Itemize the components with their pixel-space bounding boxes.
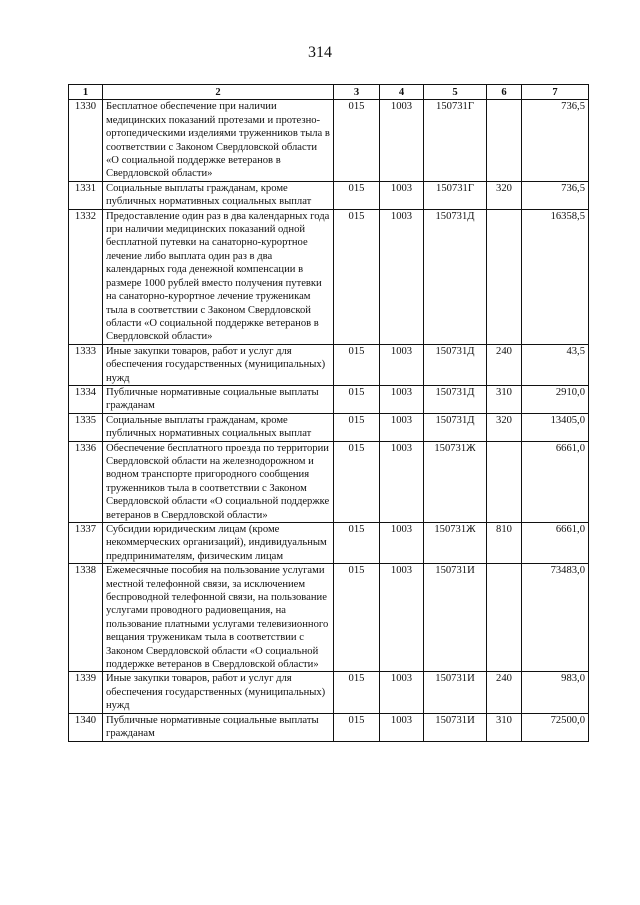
row-name-cell: Публичные нормативные социальные выплаты гражданам <box>103 713 334 741</box>
row-number-cell: 1333 <box>69 344 103 385</box>
row-code-6-cell: 310 <box>487 713 522 741</box>
row-code-3-cell: 015 <box>334 523 380 564</box>
row-number-cell: 1337 <box>69 523 103 564</box>
table-header-row <box>69 85 589 100</box>
row-code-3-cell: 015 <box>334 564 380 672</box>
table-body <box>69 100 589 741</box>
table-row <box>69 564 589 672</box>
table-row <box>69 441 589 522</box>
row-code-5-cell: 150731Г <box>424 100 487 181</box>
row-amount-cell: 16358,5 <box>522 209 589 344</box>
column-header: 5 <box>424 85 487 100</box>
row-amount-cell: 73483,0 <box>522 564 589 672</box>
row-name-cell: Иные закупки товаров, работ и услуг для обеспечения государственных (муниципальных) нужд <box>103 672 334 713</box>
row-code-3-cell: 015 <box>334 181 380 209</box>
row-code-4-cell: 1003 <box>380 413 424 441</box>
table-row <box>69 181 589 209</box>
column-header: 2 <box>103 85 334 100</box>
row-code-4-cell: 1003 <box>380 672 424 713</box>
row-code-6-cell <box>487 441 522 522</box>
column-header: 1 <box>69 85 103 100</box>
table-row <box>69 523 589 564</box>
row-code-6-cell: 320 <box>487 181 522 209</box>
row-number-cell: 1334 <box>69 385 103 413</box>
row-code-6-cell: 320 <box>487 413 522 441</box>
row-amount-cell: 6661,0 <box>522 441 589 522</box>
row-number-cell: 1330 <box>69 100 103 181</box>
row-code-4-cell: 1003 <box>380 181 424 209</box>
row-code-5-cell: 150731Г <box>424 181 487 209</box>
row-name-cell: Публичные нормативные социальные выплаты гражданам <box>103 385 334 413</box>
row-code-5-cell: 150731Ж <box>424 523 487 564</box>
row-name-cell: Иные закупки товаров, работ и услуг для обеспечения государственных (муниципальных) нужд <box>103 344 334 385</box>
row-code-4-cell: 1003 <box>380 385 424 413</box>
row-code-4-cell: 1003 <box>380 713 424 741</box>
row-name-cell: Ежемесячные пособия на пользование услугами местной телефонной связи, за исключением беспроводной телефонной связи, на пользование услугами проводного радиовещания, на пользование платными услугами телевизионного вещания труженикам тыла в соответствии с Законом Свердловской области «О социальной поддержке ветеранов в Свердловской области» <box>103 564 334 672</box>
row-code-4-cell: 1003 <box>380 344 424 385</box>
row-code-6-cell <box>487 100 522 181</box>
row-code-4-cell: 1003 <box>380 523 424 564</box>
table-row <box>69 100 589 181</box>
column-header: 7 <box>522 85 589 100</box>
table-row <box>69 385 589 413</box>
row-code-3-cell: 015 <box>334 344 380 385</box>
table-row <box>69 713 589 741</box>
page-number: 314 <box>308 44 332 61</box>
row-code-5-cell: 150731И <box>424 564 487 672</box>
row-amount-cell: 72500,0 <box>522 713 589 741</box>
row-code-6-cell: 810 <box>487 523 522 564</box>
row-name-cell: Субсидии юридическим лицам (кроме некоммерческих организаций), индивидуальным предпринимателям, физическим лицам <box>103 523 334 564</box>
table-row <box>69 672 589 713</box>
row-amount-cell: 6661,0 <box>522 523 589 564</box>
row-amount-cell: 43,5 <box>522 344 589 385</box>
column-header: 3 <box>334 85 380 100</box>
row-number-cell: 1332 <box>69 209 103 344</box>
row-code-5-cell: 150731Д <box>424 209 487 344</box>
row-code-3-cell: 015 <box>334 100 380 181</box>
row-code-4-cell: 1003 <box>380 209 424 344</box>
column-header: 4 <box>380 85 424 100</box>
row-code-3-cell: 015 <box>334 413 380 441</box>
row-code-5-cell: 150731Д <box>424 413 487 441</box>
row-code-6-cell: 240 <box>487 344 522 385</box>
row-code-3-cell: 015 <box>334 385 380 413</box>
row-code-3-cell: 015 <box>334 209 380 344</box>
row-code-5-cell: 150731И <box>424 672 487 713</box>
table-row <box>69 344 589 385</box>
row-number-cell: 1335 <box>69 413 103 441</box>
budget-table <box>68 84 589 742</box>
row-code-6-cell: 240 <box>487 672 522 713</box>
row-name-cell: Социальные выплаты гражданам, кроме публичных нормативных социальных выплат <box>103 413 334 441</box>
row-code-6-cell <box>487 564 522 672</box>
row-name-cell: Обеспечение бесплатного проезда по территории Свердловской области на железнодорожном и водном транспорте пригородного сообщения труженников тыла в соответствии с Законом Свердловской области «О социальной поддержке ветеранов в Свердловской области» <box>103 441 334 522</box>
row-number-cell: 1339 <box>69 672 103 713</box>
row-amount-cell: 983,0 <box>522 672 589 713</box>
row-name-cell: Бесплатное обеспечение при наличии медицинских показаний протезами и протезно-ортопедическими изделиями труженников тыла в соответствии с Законом Свердловской области «О социальной поддержке ветеранов в Свердловской области» <box>103 100 334 181</box>
row-amount-cell: 736,5 <box>522 100 589 181</box>
table-row <box>69 413 589 441</box>
row-code-5-cell: 150731Ж <box>424 441 487 522</box>
row-code-3-cell: 015 <box>334 713 380 741</box>
row-name-cell: Предоставление один раз в два календарных года при наличии медицинских показаний одной бесплатной путевки на санаторно-курортное лечение либо выплата один раз в два календарных года денежной компенсации в размере 1000 рублей вместо получения путевки на санаторно-курортное лечение труженикам тыла в соответствии с Законом Свердловской области «О социальной поддержке ветеранов в Свердловской области» <box>103 209 334 344</box>
row-amount-cell: 736,5 <box>522 181 589 209</box>
row-code-3-cell: 015 <box>334 441 380 522</box>
column-header: 6 <box>487 85 522 100</box>
row-number-cell: 1331 <box>69 181 103 209</box>
row-code-5-cell: 150731Д <box>424 344 487 385</box>
row-code-6-cell: 310 <box>487 385 522 413</box>
row-number-cell: 1340 <box>69 713 103 741</box>
row-code-3-cell: 015 <box>334 672 380 713</box>
row-amount-cell: 2910,0 <box>522 385 589 413</box>
row-code-6-cell <box>487 209 522 344</box>
row-code-4-cell: 1003 <box>380 441 424 522</box>
row-number-cell: 1338 <box>69 564 103 672</box>
table-row <box>69 209 589 344</box>
row-name-cell: Социальные выплаты гражданам, кроме публичных нормативных социальных выплат <box>103 181 334 209</box>
row-code-5-cell: 150731И <box>424 713 487 741</box>
row-code-4-cell: 1003 <box>380 564 424 672</box>
row-amount-cell: 13405,0 <box>522 413 589 441</box>
row-code-5-cell: 150731Д <box>424 385 487 413</box>
row-code-4-cell: 1003 <box>380 100 424 181</box>
row-number-cell: 1336 <box>69 441 103 522</box>
